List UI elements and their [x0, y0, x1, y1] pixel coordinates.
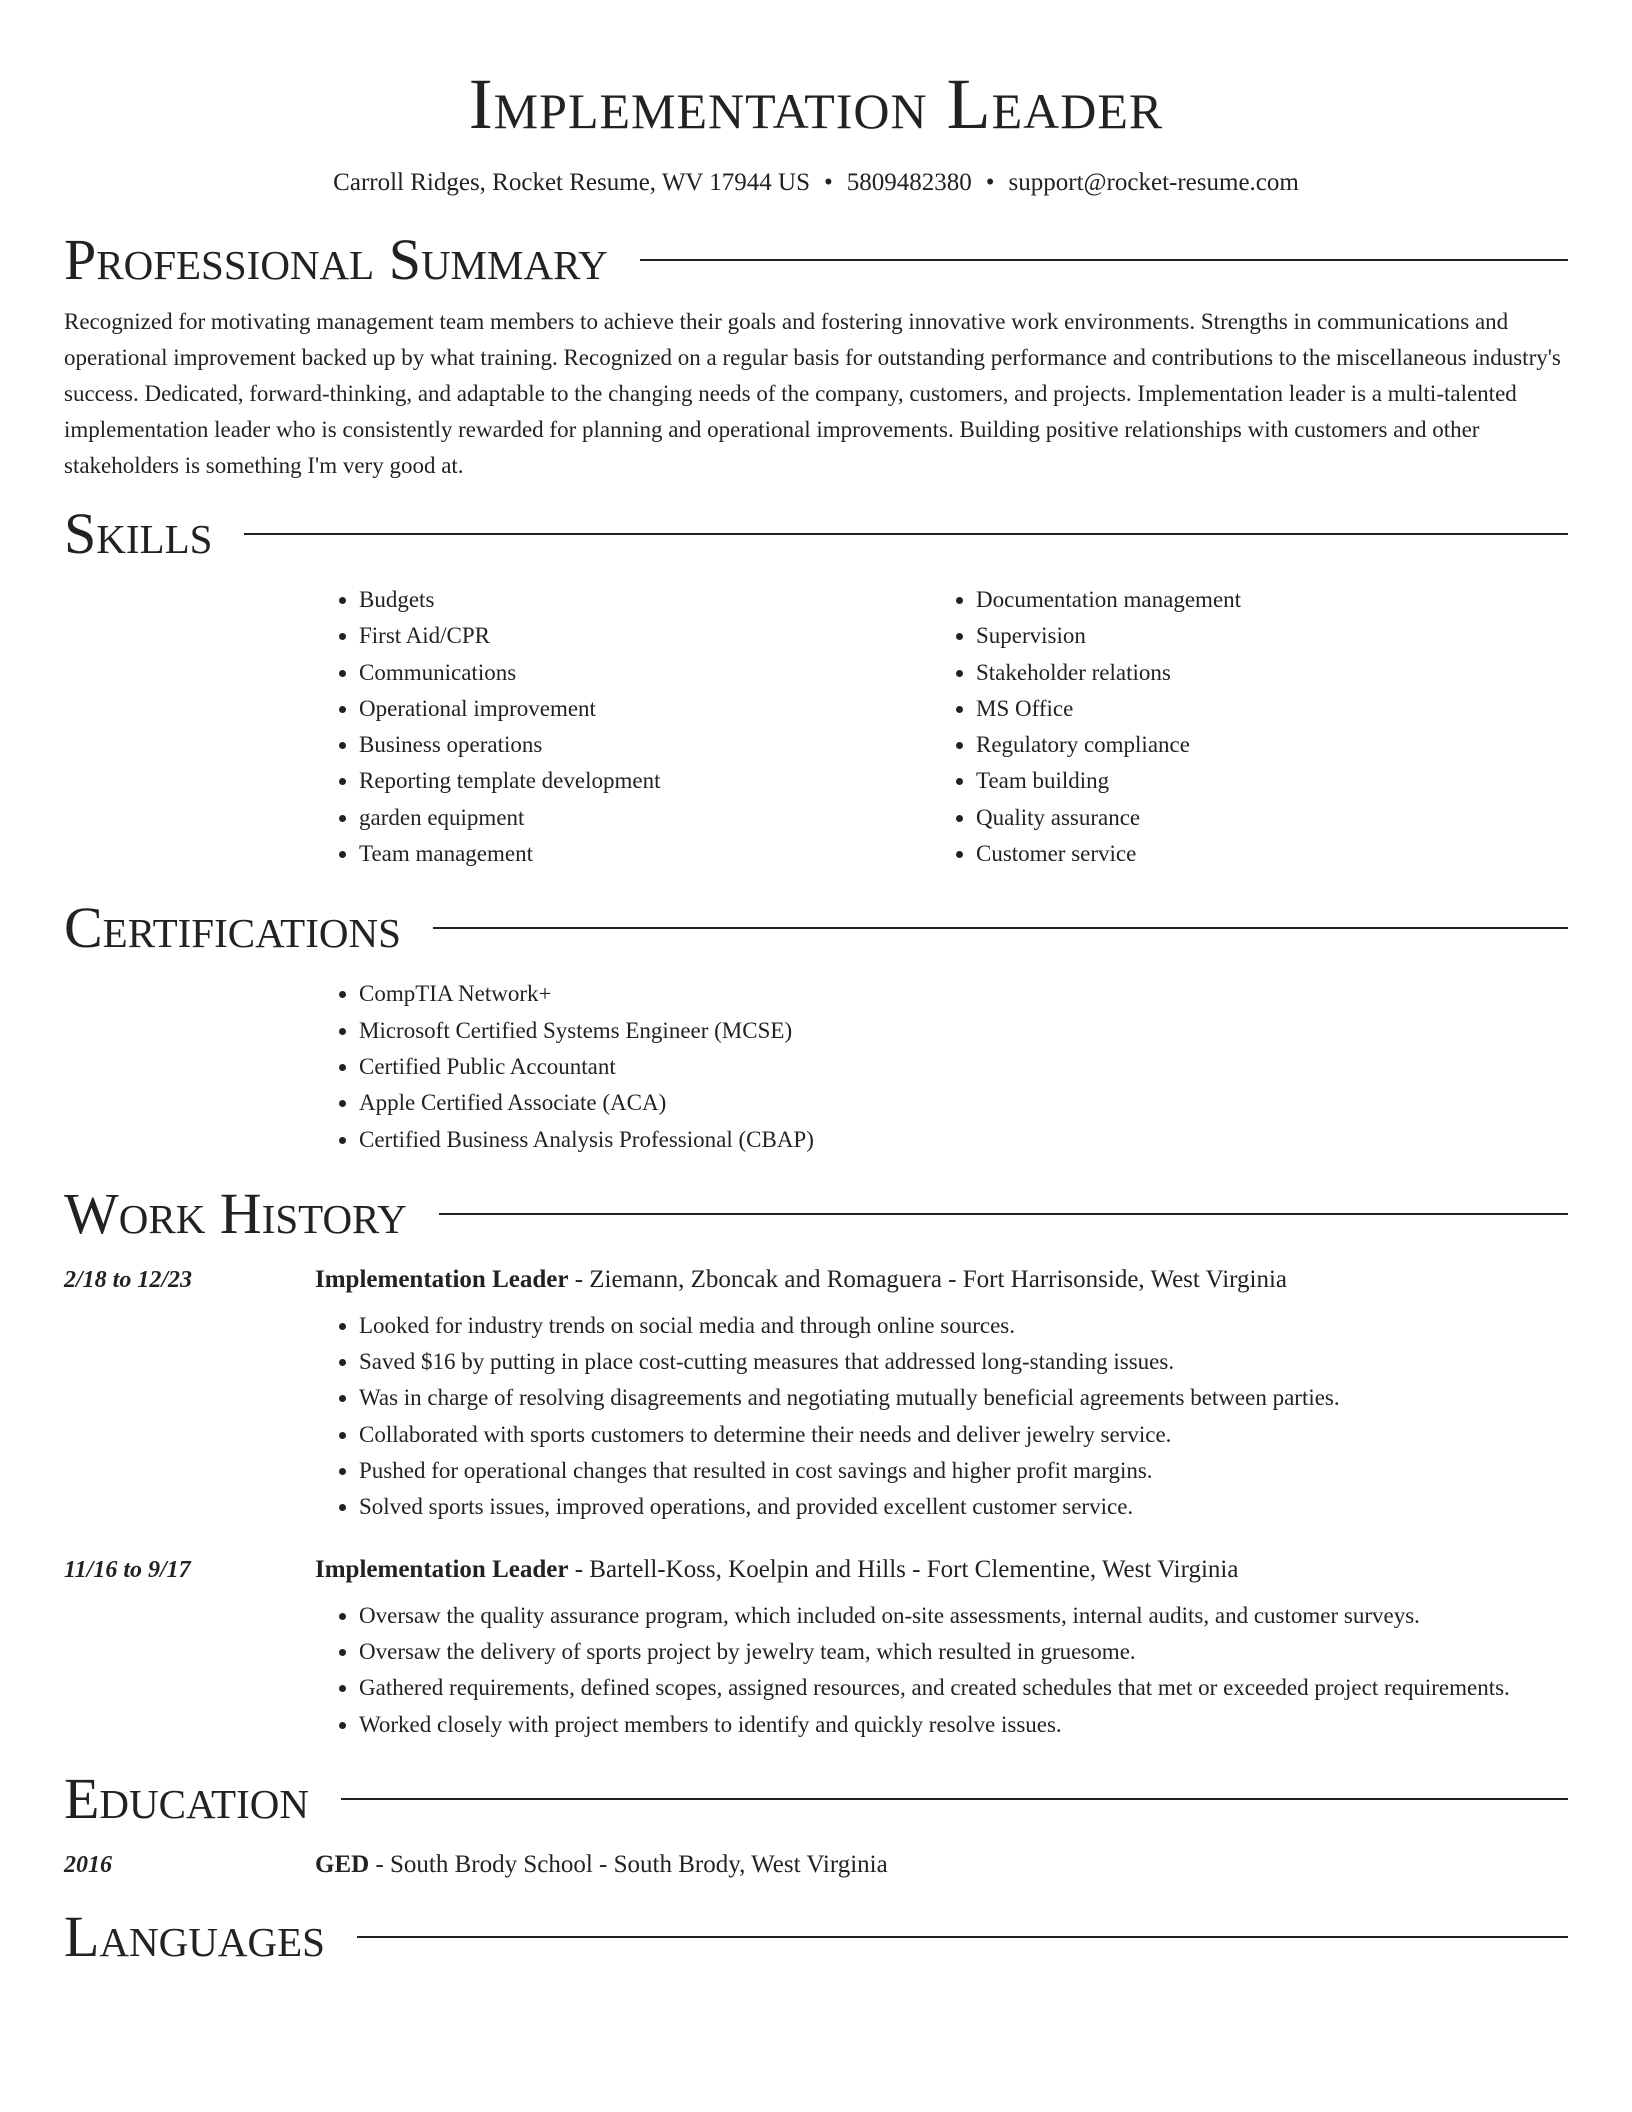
languages-section-heading: [64, 1905, 1568, 1969]
skill-item: • Business operations: [359, 727, 932, 763]
job-bullet: • Was in charge of resolving disagreements and negotiating mutually beneficial agreements between parties.: [359, 1380, 1568, 1416]
education-school-location: - South Brody School - South Brody, West Virginia: [369, 1850, 888, 1878]
job-bullet: • Solved sports issues, improved operations, and provided excellent customer service.: [359, 1489, 1568, 1525]
job-employer-location: - Ziemann, Zboncak and Romaguera - Fort Harrisonside, West Virginia: [568, 1265, 1287, 1293]
skill-item: • Regulatory compliance: [976, 727, 1549, 763]
skill-item: • Documentation management: [976, 582, 1549, 618]
skill-item: • Team building: [976, 763, 1549, 799]
certification-item: • Apple Certified Associate (ACA): [359, 1085, 1568, 1121]
certification-item: • CompTIA Network+: [359, 976, 1568, 1012]
skill-item: • First Aid/CPR: [359, 618, 932, 654]
job-entry-header: [64, 1266, 1568, 1294]
contact-address: Carroll Ridges, Rocket Resume, WV 17944 US: [333, 169, 810, 196]
section-divider: [640, 259, 1568, 261]
resume-page: [64, 0, 1568, 1969]
job-employer-location: - Bartell-Koss, Koelpin and Hills - Fort Clementine, West Virginia: [568, 1555, 1239, 1583]
summary-section-heading: [64, 228, 1568, 292]
job-bullet: • Collaborated with sports customers to determine their needs and deliver jewelry service.: [359, 1417, 1568, 1453]
skill-item: • Customer service: [976, 836, 1549, 872]
job-bullet: • Saved $16 by putting in place cost-cutting measures that addressed long-standing issues.: [359, 1344, 1568, 1380]
section-title-work-history: Work History: [64, 1180, 407, 1246]
education-title-line: [315, 1851, 888, 1879]
job-bullets: [315, 1308, 1568, 1526]
skill-item: • Supervision: [976, 618, 1549, 654]
certification-item: • Certified Business Analysis Professional (CBAP): [359, 1122, 1568, 1158]
section-divider: [244, 533, 1568, 535]
job-entry-header: [64, 1556, 1568, 1584]
job-bullet: • Gathered requirements, defined scopes, assigned resources, and created schedules that met or exceeded project requirements.: [359, 1670, 1568, 1706]
skill-item: • garden equipment: [359, 800, 932, 836]
contact-separator: •: [985, 169, 995, 196]
section-divider: [433, 927, 1568, 929]
education-entry: [64, 1851, 1568, 1879]
section-divider: [357, 1936, 1568, 1938]
skill-item: • Communications: [359, 655, 932, 691]
skill-item: • MS Office: [976, 691, 1549, 727]
job-title-line: [315, 1556, 1238, 1584]
certifications-section-heading: [64, 896, 1568, 960]
skill-item: • Quality assurance: [976, 800, 1549, 836]
job-bullet: • Pushed for operational changes that resulted in cost savings and higher profit margins.: [359, 1453, 1568, 1489]
certification-item: • Microsoft Certified Systems Engineer (MCSE): [359, 1013, 1568, 1049]
summary-text: Recognized for motivating management team members to achieve their goals and fostering innovative work environments. Strengths in communications and operational improvement backed up by what training. Recognized on a regular basis for outstanding performance and contributions to the miscellaneous industry's success. Dedicated, forward-thinking, and adaptable to the changing needs of the company, customers, and projects. Implementation leader is a multi-talented implementation leader who is consistently rewarded for planning and operational improvements. Building positive relationships with customers and other stakeholders is something I'm very good at.: [64, 309, 1561, 478]
section-title-education: Education: [64, 1765, 309, 1831]
skills-column-left: [315, 582, 932, 872]
section-divider: [341, 1798, 1568, 1800]
skill-item: • Stakeholder relations: [976, 655, 1549, 691]
job-bullet: • Oversaw the delivery of sports project by jewelry team, which resulted in gruesome.: [359, 1634, 1568, 1670]
skill-item: • Team management: [359, 836, 932, 872]
candidate-name: Implementation Leader: [468, 64, 1164, 144]
education-degree: GED: [315, 1850, 370, 1878]
section-divider: [439, 1213, 1568, 1215]
contact-separator: •: [824, 169, 833, 196]
section-title-languages: Languages: [64, 1903, 325, 1969]
job-bullet: • Worked closely with project members to identify and quickly resolve issues.: [359, 1707, 1568, 1743]
section-title-certifications: Certifications: [64, 895, 401, 961]
certification-item: • Certified Public Accountant: [359, 1049, 1568, 1085]
job-bullet: • Looked for industry trends on social media and through online sources.: [359, 1308, 1568, 1344]
skill-item: • Reporting template development: [359, 763, 932, 799]
section-title-skills: Skills: [64, 501, 213, 566]
certifications-list: [315, 976, 1568, 1157]
skills-section-heading: [64, 502, 1568, 566]
section-title-summary: Professional Summary: [64, 227, 608, 292]
contact-line: [64, 166, 1568, 200]
skill-item: • Budgets: [359, 582, 932, 618]
skills-list: [315, 582, 1568, 872]
skill-item: • Operational improvement: [359, 691, 932, 727]
job-dates: 2/18 to 12/23: [64, 1266, 193, 1293]
contact-email: support@rocket-resume.com: [1008, 169, 1299, 196]
job-dates: 11/16 to 9/17: [64, 1556, 191, 1583]
job-role: Implementation Leader: [315, 1265, 569, 1293]
job-bullets: [315, 1598, 1568, 1743]
job-bullet: • Oversaw the quality assurance program, which included on-site assessments, internal audits, and customer surveys.: [359, 1598, 1568, 1634]
contact-phone: 5809482380: [846, 169, 972, 196]
job-role: Implementation Leader: [315, 1555, 569, 1583]
education-section-heading: [64, 1767, 1568, 1831]
skills-column-right: [932, 582, 1549, 872]
job-title-line: [315, 1266, 1287, 1294]
work-history-section-heading: [64, 1182, 1568, 1246]
education-year: 2016: [64, 1851, 112, 1878]
